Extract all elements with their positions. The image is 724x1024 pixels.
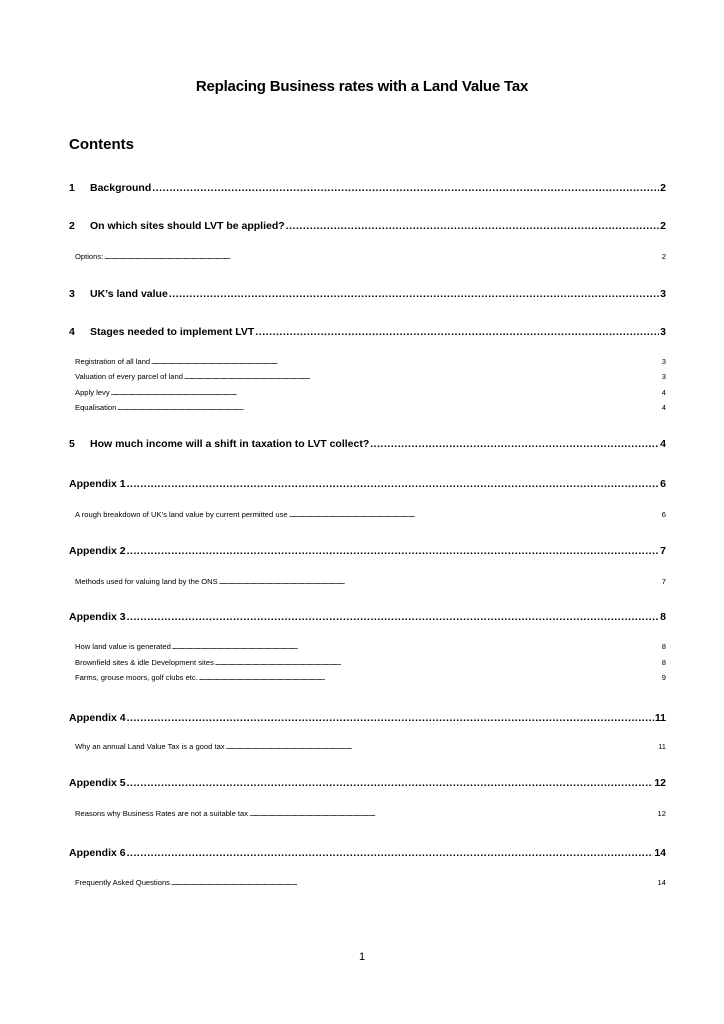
toc-entry-number: 4 bbox=[69, 326, 75, 338]
toc-entry-label: Registration of all land bbox=[75, 357, 151, 366]
toc-entry[interactable] bbox=[75, 807, 666, 818]
toc-entry-page: 8 bbox=[661, 642, 666, 651]
toc-entry-page: 7 bbox=[660, 545, 666, 557]
toc-leader-dots bbox=[127, 611, 660, 623]
toc-entry-page: 12 bbox=[654, 777, 666, 789]
toc-leader-dots bbox=[286, 220, 660, 232]
toc-leader-dots bbox=[289, 510, 661, 519]
toc-entry-label: Why an annual Land Value Tax is a good tax bbox=[75, 742, 225, 751]
toc-entry-number: 5 bbox=[69, 438, 75, 450]
toc-entry[interactable] bbox=[69, 543, 666, 557]
contents-heading: Contents bbox=[69, 136, 134, 153]
toc-entry-label: Stages needed to implement LVT bbox=[90, 326, 255, 338]
toc-leader-dots bbox=[127, 545, 660, 557]
toc-entry-label: How much income will a shift in taxation to LVT collect? bbox=[90, 438, 370, 450]
toc-entry-label: UK’s land value bbox=[90, 288, 168, 300]
toc-entry-page: 3 bbox=[661, 372, 666, 381]
toc-entry-page: 4 bbox=[661, 403, 666, 412]
toc-leader-dots bbox=[127, 847, 654, 859]
toc-entry-number: 3 bbox=[69, 288, 75, 300]
toc-entry-label: Appendix 5 bbox=[69, 777, 126, 789]
toc-entry-page: 11 bbox=[654, 712, 666, 724]
toc-entry-label: Valuation of every parcel of land bbox=[75, 372, 183, 381]
toc-leader-dots bbox=[117, 403, 660, 412]
toc-entry-page: 7 bbox=[661, 577, 666, 586]
toc-entry[interactable] bbox=[75, 876, 666, 887]
toc-entry-label: Appendix 1 bbox=[69, 478, 126, 490]
toc-entry-label: Equalisation bbox=[75, 403, 117, 412]
toc-entry-label: Reasons why Business Rates are not a suitable tax bbox=[75, 809, 249, 818]
toc-leader-dots bbox=[219, 577, 661, 586]
page-number: 1 bbox=[358, 951, 366, 963]
toc-entry[interactable] bbox=[75, 508, 666, 519]
document-title: Replacing Business rates with a Land Value Tax bbox=[195, 78, 529, 95]
toc-entry-label: Appendix 2 bbox=[69, 545, 126, 557]
toc-entry-page: 11 bbox=[658, 742, 666, 751]
toc-entry-label: Options: bbox=[75, 252, 104, 261]
toc-entry-label: Frequently Asked Questions bbox=[75, 878, 170, 887]
toc-entry[interactable] bbox=[75, 671, 666, 682]
toc-entry[interactable] bbox=[69, 476, 666, 490]
toc-leader-dots bbox=[169, 288, 659, 300]
toc-entry[interactable] bbox=[69, 775, 666, 789]
toc-entry-page: 4 bbox=[661, 388, 666, 397]
toc-leader-dots bbox=[171, 878, 657, 887]
toc-leader-dots bbox=[255, 326, 659, 338]
toc-entry-page: 2 bbox=[661, 252, 666, 261]
toc-leader-dots bbox=[184, 372, 661, 381]
toc-entry[interactable] bbox=[75, 250, 666, 261]
toc-entry[interactable] bbox=[69, 324, 666, 338]
toc-entry-number: 2 bbox=[69, 220, 75, 232]
toc-entry[interactable] bbox=[69, 286, 666, 300]
toc-entry-label: Methods used for valuing land by the ONS bbox=[75, 577, 218, 586]
toc-entry[interactable] bbox=[75, 370, 666, 381]
toc-entry[interactable] bbox=[69, 845, 666, 859]
toc-leader-dots bbox=[151, 357, 661, 366]
toc-entry[interactable] bbox=[69, 436, 666, 450]
toc-entry-page: 2 bbox=[660, 182, 666, 194]
toc-entry-page: 4 bbox=[660, 438, 666, 450]
toc-entry-label: A rough breakdown of UK’s land value by current permitted use bbox=[75, 510, 288, 519]
toc-leader-dots bbox=[104, 252, 660, 261]
toc-entry[interactable] bbox=[75, 656, 666, 667]
toc-entry[interactable] bbox=[75, 640, 666, 651]
toc-leader-dots bbox=[111, 388, 661, 397]
toc-entry[interactable] bbox=[75, 575, 666, 586]
toc-entry-page: 6 bbox=[661, 510, 666, 519]
toc-entry-page: 8 bbox=[661, 658, 666, 667]
toc-entry-label: How land value is generated bbox=[75, 642, 171, 651]
toc-entry-label: Background bbox=[90, 182, 152, 194]
toc-entry-label: Appendix 4 bbox=[69, 712, 126, 724]
toc-leader-dots bbox=[226, 742, 658, 751]
toc-entry-label: Farms, grouse moors, golf clubs etc. bbox=[75, 673, 198, 682]
toc-entry[interactable] bbox=[75, 740, 666, 751]
toc-entry[interactable] bbox=[69, 218, 666, 232]
toc-entry-page: 2 bbox=[660, 220, 666, 232]
toc-entry-page: 8 bbox=[660, 611, 666, 623]
toc-entry[interactable] bbox=[75, 386, 666, 397]
toc-entry-page: 6 bbox=[660, 478, 666, 490]
toc-entry-page: 3 bbox=[660, 326, 666, 338]
toc-entry[interactable] bbox=[75, 355, 666, 366]
toc-entry-number: 1 bbox=[69, 182, 75, 194]
toc-entry-page: 3 bbox=[661, 357, 666, 366]
toc-leader-dots bbox=[370, 438, 659, 450]
toc-leader-dots bbox=[199, 673, 661, 682]
toc-leader-dots bbox=[215, 658, 661, 667]
toc-entry[interactable] bbox=[69, 180, 666, 194]
toc-entry-page: 14 bbox=[657, 878, 666, 887]
toc-entry-page: 12 bbox=[657, 809, 666, 818]
toc-entry[interactable] bbox=[75, 401, 666, 412]
toc-entry[interactable] bbox=[69, 710, 666, 724]
toc-entry-page: 3 bbox=[660, 288, 666, 300]
toc-entry-label: Appendix 3 bbox=[69, 611, 126, 623]
toc-leader-dots bbox=[172, 642, 661, 651]
toc-entry-label: Brownfield sites & idle Development sites bbox=[75, 658, 214, 667]
toc-leader-dots bbox=[127, 712, 654, 724]
toc-entry-label: Apply levy bbox=[75, 388, 110, 397]
toc-entry-page: 14 bbox=[654, 847, 666, 859]
toc-entry-label: Appendix 6 bbox=[69, 847, 126, 859]
toc-leader-dots bbox=[152, 182, 659, 194]
toc-entry[interactable] bbox=[69, 609, 666, 623]
toc-leader-dots bbox=[127, 777, 654, 789]
toc-leader-dots bbox=[127, 478, 660, 490]
toc-leader-dots bbox=[249, 809, 656, 818]
toc-entry-page: 9 bbox=[661, 673, 666, 682]
toc-entry-label: On which sites should LVT be applied? bbox=[90, 220, 285, 232]
